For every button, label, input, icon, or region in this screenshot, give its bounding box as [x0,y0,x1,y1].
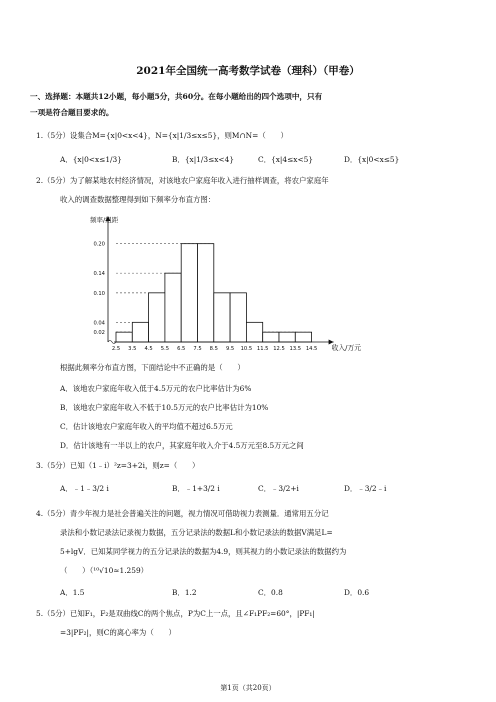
y-tick-label: 0.20 [93,241,105,248]
q5-line2: =3|PF₂|，则C的离心率为（ ） [60,628,176,637]
x-tick-label: 13.5 [289,346,302,352]
x-tick-label: 2.5 [111,346,121,352]
q4-line4: （ ）（¹⁰√10≈1.259） [60,566,149,575]
y-tick-label: 0.04 [93,320,105,327]
q1-option-b: B．{x|1/3≤x<4} [172,155,235,164]
y-tick-label: 0.10 [93,290,105,297]
y-tick-label: 0.02 [93,330,105,337]
histogram-bar [263,332,279,342]
q3-option-c: C．﹣3/2+i [258,484,299,493]
histogram-bar [132,322,148,342]
y-axis-label: 频率/组距 [90,216,119,224]
x-tick-label: 10.5 [240,346,253,352]
frequency-histogram [82,214,382,360]
page-title: 2021年全国统一高考数学试卷（理科）（甲卷） [136,65,360,77]
q2-option-d: D．估计该地有一半以上的农户，其家庭年收入介于4.5万元至8.5万元之间 [60,441,304,450]
q1-stem: 1.（5分）设集合M={x|0<x<4}，N={x|1/3≤x≤5}，则M∩N=（ ） [36,131,288,140]
q2-question: 根据此频率分布直方图，下面结论中不正确的是（ ） [60,363,245,372]
x-tick-label: 11.5 [256,346,269,352]
histogram-bar [116,332,132,342]
x-tick-label: 4.5 [144,346,153,352]
q4-option-a: A．1.5 [60,588,85,597]
q2-option-c: C．估计该地农户家庭年收入的平均值不超过6.5万元 [60,422,233,431]
q1-option-a: A．{x|0<x≤1/3} [60,155,122,164]
x-tick-label: 9.5 [225,346,235,352]
section-heading-line2: 一项是符合题目要求的。 [30,108,114,117]
q4-line3: 5+lgV．已知某同学视力的五分记录法的数据为4.9，则其视力的小数记录法的数据约为 [60,547,347,556]
q3-option-a: A．﹣1﹣3/2 i [60,484,109,493]
q1-option-d: D．{x|0<x≤5} [344,155,400,164]
q4-option-d: D．0.6 [344,588,370,597]
q4-line1: 4.（5分）青少年视力是社会普遍关注的问题，视力情况可借助视力表测量．通常用五分记 [36,509,329,518]
histogram-bar [149,293,165,342]
q4-line2: 录法和小数记录法记录视力数据，五分记录法的数据L和小数记录法的数据V满足L= [60,528,333,537]
x-axis-label: 收入/万元 [331,344,362,352]
histogram-bar [214,293,230,342]
x-tick-label: 14.5 [305,346,318,352]
histogram-bar [279,332,295,342]
x-tick-label: 5.5 [160,346,170,352]
x-tick-label: 3.5 [128,346,137,352]
q4-option-c: C．0.8 [258,588,283,597]
x-tick-label: 7.5 [193,346,202,352]
q4-option-b: B．1.2 [172,588,197,597]
q1-option-c: C．{x|4≤x<5} [258,155,314,164]
histogram-bar [165,273,181,342]
q2-option-a: A．该地农户家庭年收入低于4.5万元的农户比率估计为6% [60,384,252,393]
q2-stem-line2: 收入的调查数据整理得到如下频率分布直方图： [60,195,216,204]
histogram-bar [181,244,197,342]
x-tick-label: 12.5 [273,346,285,352]
q3-option-b: B．﹣1+3/2 i [172,484,220,493]
histogram-bar [198,244,214,342]
histogram-bar [246,322,262,342]
q2-option-b: B．该地农户家庭年收入不低于10.5万元的农户比率估计为10% [60,403,269,412]
page-footer: 第1页（共20页） [220,684,276,692]
histogram-bar [295,332,311,342]
y-tick-label: 0.14 [93,271,105,278]
q3-option-d: D．﹣3/2﹣i [344,484,387,493]
q3-stem: 3.（5分）已知（1﹣i）²z=3+2i，则z=（ ） [36,461,200,470]
histogram-bar [230,293,246,342]
section-heading-line1: 一、选择题：本题共12小题，每小题5分，共60分。在每小题给出的四个选项中，只有 [30,92,323,101]
q2-stem-line1: 2.（5分）为了解某地农村经济情况，对该地农户家庭年收入进行抽样调查，将农户家庭年 [36,176,329,185]
x-tick-label: 6.5 [177,346,186,352]
q5-line1: 5.（5分）已知F₁，F₂是双曲线C的两个焦点，P为C上一点，且∠F₁PF₂=60°，|PF₁| [36,609,315,618]
x-tick-label: 8.5 [209,346,218,352]
